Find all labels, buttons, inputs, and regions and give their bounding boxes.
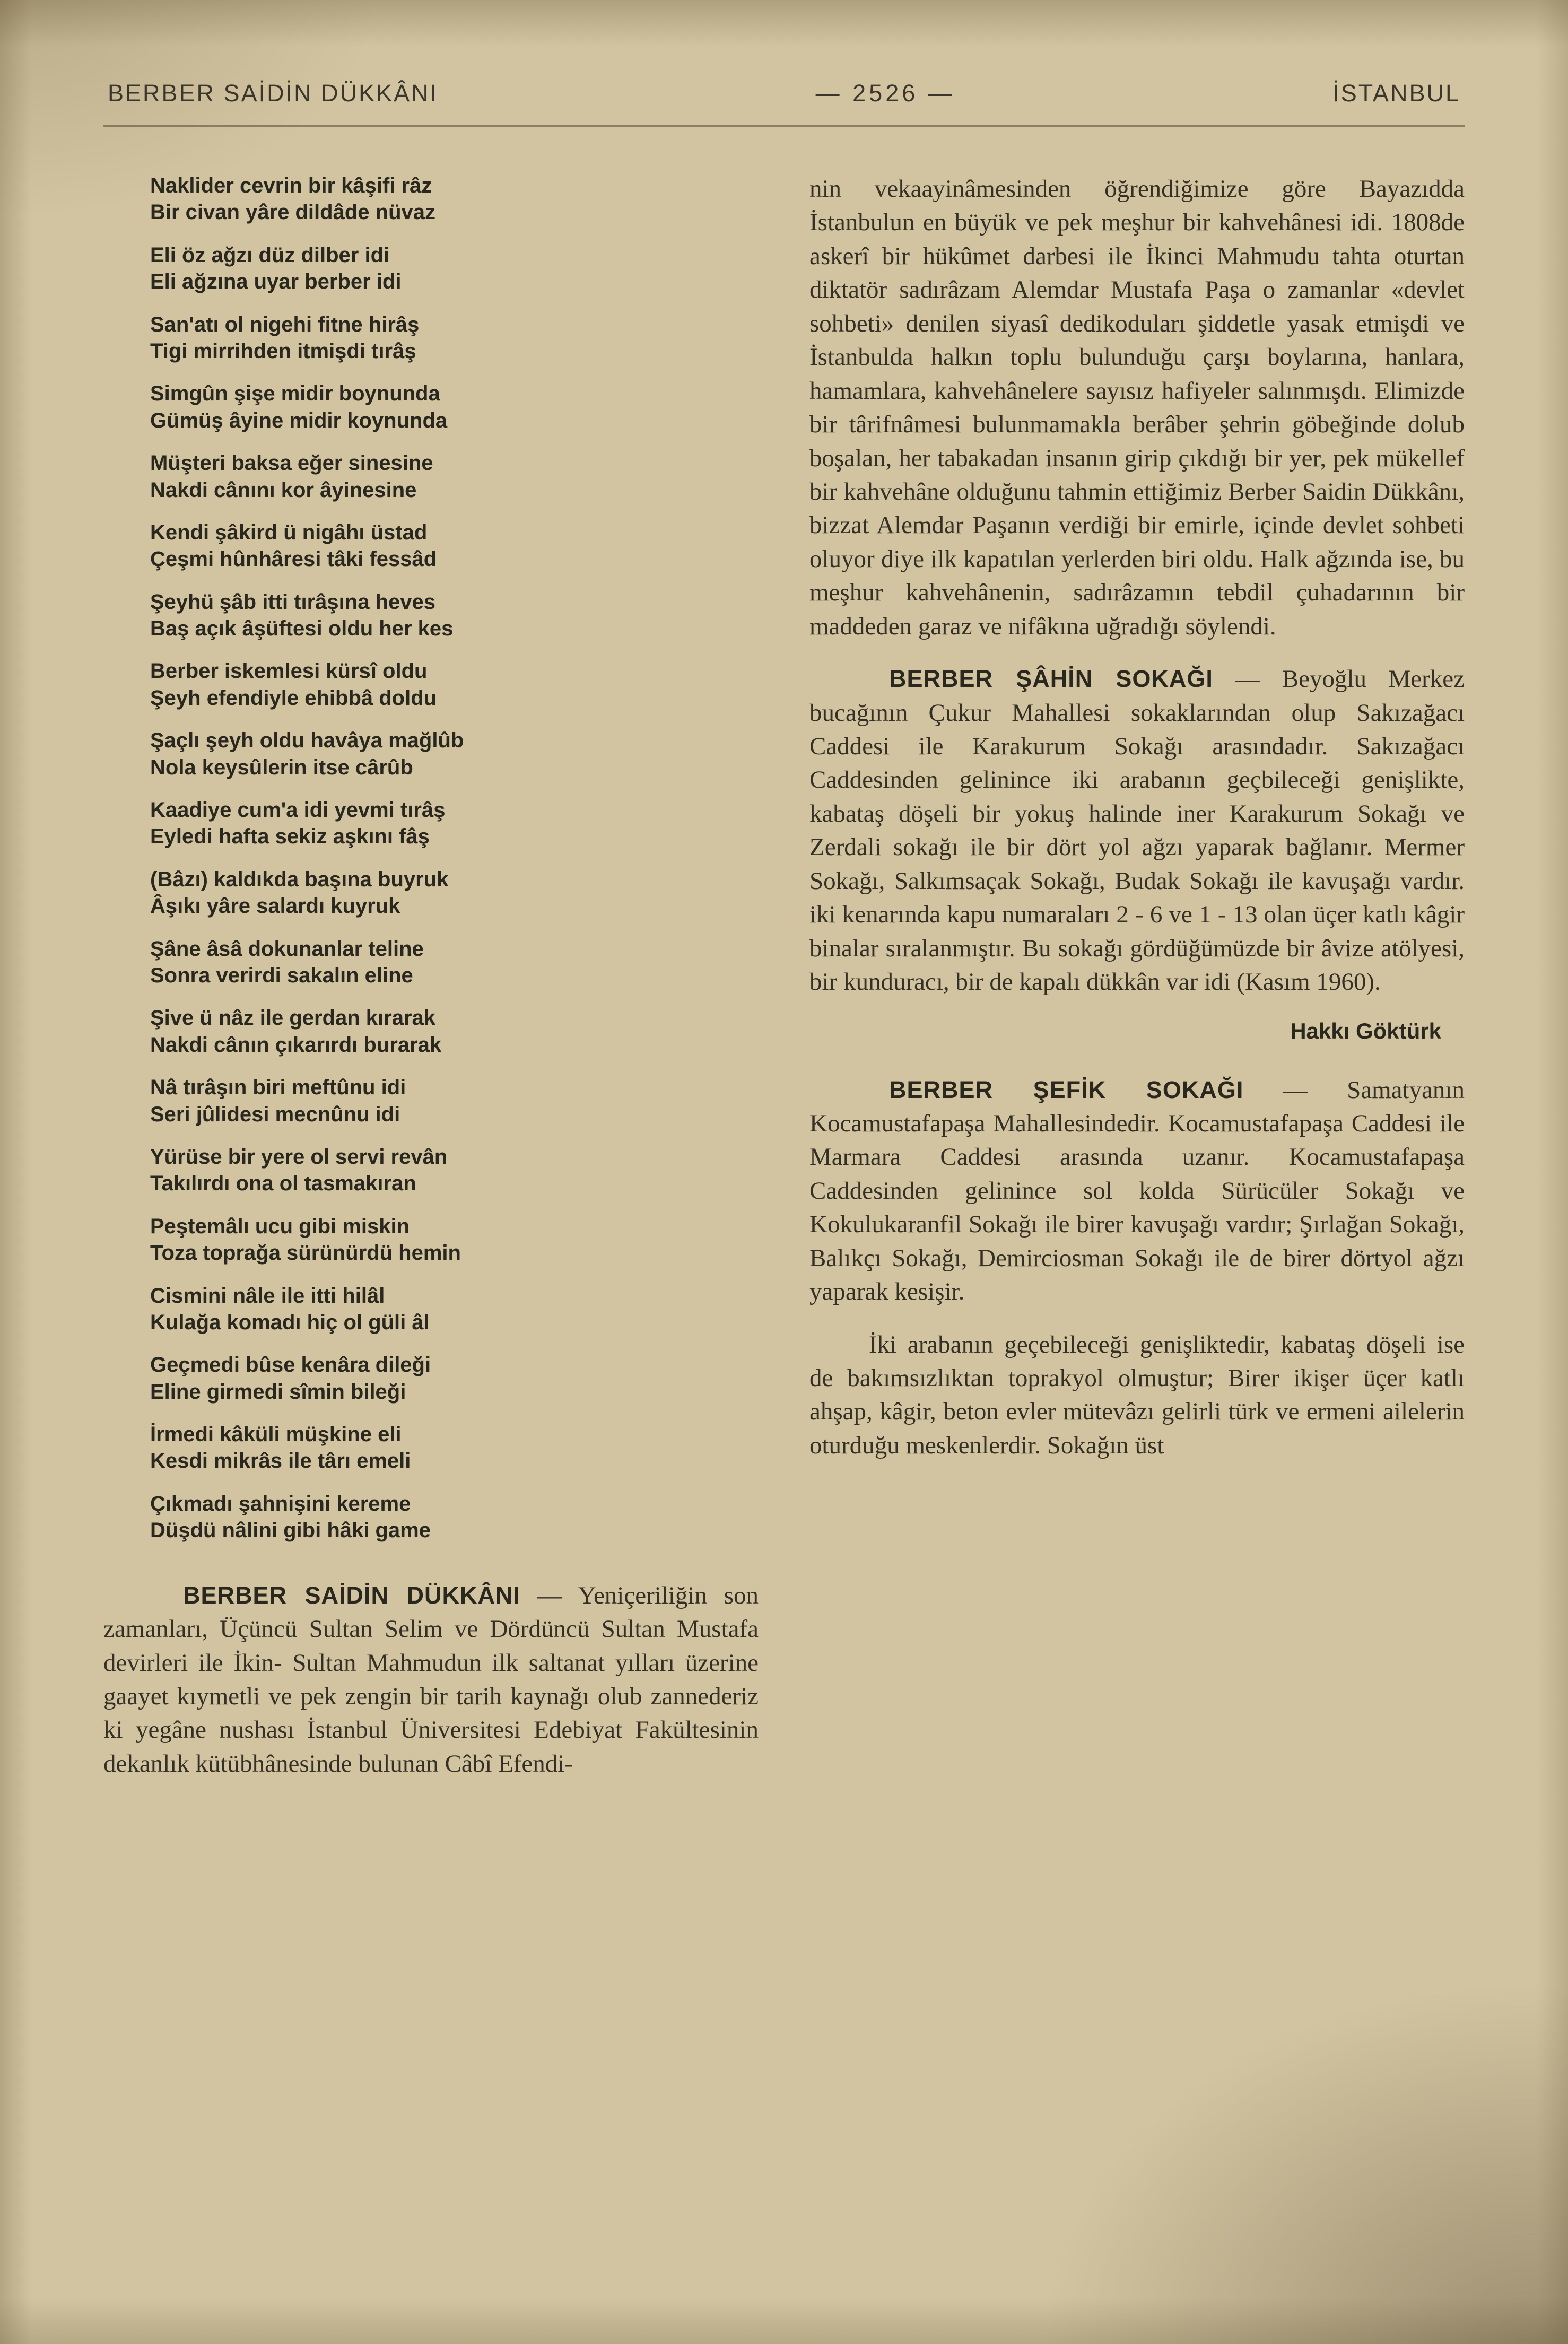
poem-line: Nâ tırâşın biri meftûnu idi (150, 1076, 406, 1100)
poem-line: Şeyhü şâb itti tırâşına heves (150, 590, 435, 614)
poem-line: Geçmedi bûse kenâra dileği (150, 1353, 431, 1377)
entry-title: BERBER ŞÂHİN SOKAĞI (889, 665, 1213, 693)
poem-line: Şive ü nâz ile gerdan kırarak (150, 1006, 436, 1030)
poem-stanza (150, 589, 759, 642)
paragraph-text: Beyoğlu Merkez bucağının Çukur Mahallesi sokaklarından olup Sakızağacı Caddesi ile Karakurum Sokağı arasındadır. Sakızağacı Caddesinden gelinince iki arabanın geçbileceği genişlikte, kabataş döşeli bir yokuş halinde iner Karakurum Sokağı ve Zerdali sokağı ile bir dört yol ağzı yaparak bağlanır. Mermer Sokağı, Salkımsaçak Sokağı, Budak Sokağı ile kavuşağı vardır. iki kenarında kapu numaraları 2 - 6 ve 1 - 13 olan üçer katlı kâgir binalar sıralanmıştır. Bu sokağı gördüğümüzde bir âvize atölyesi, bir kunduracı, bir de kapalı dükkân var idi (Kasım 1960). (809, 665, 1465, 996)
entry-paragraph: BERBER ŞEFİK SOKAĞI — Samatyanın Kocamustafapaşa Mahallesindedir. Kocamustafapaşa Caddesi ile Marmara Caddesi arasında uzanır. Kocamustafapaşa Caddesinden gelinince sol kolda Sürücüler Sokağı ve Kokulukaranfil Sokağı ile birer kavuşağı vardır; Şırlağan Sokağı, Balıkçı Sokağı, Demirciosman Sokağı ile de birer dörtyol ağzı yaparak kesişir. (809, 1076, 1465, 1306)
paragraph (809, 1328, 1465, 1463)
poem (150, 172, 759, 1544)
poem-stanza (150, 797, 759, 850)
poem-stanza (150, 1421, 759, 1475)
poem-stanza (150, 1352, 759, 1405)
header-page-number: — 2526 — (815, 80, 955, 107)
author-byline: Hakkı Göktürk (1290, 1018, 1441, 1043)
right-blocks (809, 172, 1465, 1462)
poem-stanza (150, 172, 759, 226)
poem-stanza (150, 727, 759, 781)
poem-stanza (150, 658, 759, 711)
poem-line: San'atı ol nigehi fitne hirâş (150, 312, 420, 336)
poem-line: Baş açık âşüftesi oldu her kes (150, 617, 454, 641)
header-entry-title: BERBER SAİDİN DÜKKÂNI (108, 80, 439, 107)
poem-line: Eli öz ağzı düz dilber idi (150, 243, 390, 267)
poem-line: Peştemâlı ucu gibi miskin (150, 1214, 410, 1238)
poem-line: Takılırdı ona ol tasmakıran (150, 1172, 416, 1196)
poem-stanza (150, 450, 759, 503)
poem-line: Kulağa komadı hiç ol güli âl (150, 1310, 430, 1334)
poem-line: Âşıkı yâre salardı kuyruk (150, 894, 400, 918)
poem-line: Sonra verirdi sakalın eline (150, 963, 413, 987)
poem-stanza (150, 1283, 759, 1336)
paragraph-text: nin vekaayinâmesinden öğrendiğimize göre Bayazıdda İstanbulun en büyük ve pek meşhur bir kahvehânesi idi. 1808de askerî bir hükûmet darbesi ile İkinci Mahmudu tahta oturtan diktatör sadırâzam Alemdar Mustafa Paşa o zamanlar «devlet sohbeti» denilen siyasî dedikoduları şiddetle yasak etmişdi ve İstanbulda halkın toplu bulunduğu çarşı boylarına, hanlara, hamamlara, kahvehânelere sayısız hafiyeler salınmışdı. Elimizde bir târifnâmesi bulunmamakla berâber şehrin göbeğinde dolub boşalan, her tabakadan insanın girip çıkdığı bir yer, pek mükellef bir kahvehâne olduğunu tahmin ettiğimiz Berber Saidin Dükkânı, bizzat Alemdar Paşanın verdiği bir emirle, içinde devlet sohbeti oluyor diye ilk kapatılan yerlerden biri oldu. Halk ağzında ise, bu meşhur kahvehânenin, sadırâzamın tebdil çuhadarının bir maddeden garaz ve nifâkına uğradığı söylendi. (809, 175, 1465, 640)
entry-paragraph: BERBER SAİDİN DÜKKÂNI — Yeniçeriliğin son zamanları, Üçüncü Sultan Selim ve Dördüncü Sultan Mustafa devirleri ile İkin- Sultan Mahmudun ilk saltanat yılları üzerine gaayet kıymetli ve pek zengin bir tarih kaynağı olub zannederiz ki yegâne nushası İstanbul Üniversitesi Edebiyat Fakültesinin dekanlık kütübhânesinde bulunan Câbî Efendi- (103, 1581, 759, 1777)
entry-paragraph: BERBER ŞÂHİN SOKAĞI — Beyoğlu Merkez bucağının Çukur Mahallesi sokaklarından olup Sakızağacı Caddesi ile Karakurum Sokağı arasındadır. Sakızağacı Caddesinden gelinince iki arabanın geçbileceği genişlikte, kabataş döşeli bir yokuş halinde iner Karakurum Sokağı ve Zerdali sokağı ile bir dört yol ağzı yaparak bağlanır. Mermer Sokağı, Salkımsaçak Sokağı, Budak Sokağı ile kavuşağı vardır. iki kenarında kapu numaraları 2 - 6 ve 1 - 13 olan üçer katlı kâgir binalar sıralanmıştır. Bu sokağı gördüğümüzde bir âvize atölyesi, bir kunduracı, bir de kapalı dükkân var idi (Kasım 1960). (809, 665, 1465, 996)
poem-line: Tigi mirrihden itmişdi tırâş (150, 339, 416, 363)
poem-stanza (150, 1074, 759, 1128)
poem-line: Toza toprağa sürünürdü hemin (150, 1241, 461, 1265)
poem-stanza (150, 866, 759, 920)
poem-line: Çıkmadı şahnişini kereme (150, 1492, 411, 1515)
right-column (809, 172, 1465, 1800)
poem-line: Nakdi cânını kor âyinesine (150, 478, 417, 502)
paragraph (809, 172, 1465, 643)
poem-line: Nakdi cânın çıkarırdı burarak (150, 1033, 442, 1057)
page-body (103, 172, 1465, 1800)
entry-title: BERBER SAİDİN DÜKKÂNI (183, 1581, 520, 1609)
paragraph-text: İki arabanın geçebileceği genişliktedir, kabataş döşeli ise de bakımsızlıktan toprakyol olmuştur; Birer ikişer üçer katlı ahşap, kâgir, beton evler mütevâzı gelirli türk ve ermeni ailelerin oturduğu meskenlerdir. Sokağın üst (809, 1330, 1465, 1459)
poem-line: Seri jûlidesi mecnûnu idi (150, 1102, 400, 1126)
poem-stanza (150, 242, 759, 295)
poem-line: Kendi şâkird ü nigâhı üstad (150, 520, 428, 544)
poem-stanza (150, 519, 759, 573)
poem-line: Şaçlı şeyh oldu havâya mağlûb (150, 729, 464, 753)
poem-line: Şeyh efendiyle ehibbâ doldu (150, 686, 437, 710)
paragraph-text: Samatyanın Kocamustafapaşa Mahallesindedir. Kocamustafapaşa Caddesi ile Marmara Caddesi arasında uzanır. Kocamustafapaşa Caddesinden gelinince sol kolda Sürücüler Sokağı ve Kokulukaranfil Sokağı ile birer kavuşağı vardır; Şırlağan Sokağı, Balıkçı Sokağı, Demirciosman Sokağı ile de birer dörtyol ağzı yaparak kesişir. (809, 1076, 1465, 1306)
poem-stanza (150, 1005, 759, 1058)
poem-stanza (150, 1491, 759, 1544)
poem-line: Şâne âsâ dokunanlar teline (150, 937, 424, 961)
poem-line: Nola keysûlerin itse cârûb (150, 755, 413, 779)
poem-stanza (150, 1213, 759, 1267)
poem-line: Gümüş âyine midir koynunda (150, 408, 448, 432)
poem-line: Eyledi hafta sekiz aşkını fâş (150, 825, 430, 849)
poem-line: (Bâzı) kaldıkda başına buyruk (150, 867, 449, 891)
left-blocks (103, 1579, 759, 1781)
poem-line: Bir civan yâre dildâde nüvaz (150, 201, 435, 224)
entry-title: BERBER ŞEFİK SOKAĞI (889, 1076, 1244, 1103)
header-volume-title: İSTANBUL (1332, 80, 1460, 107)
poem-line: Eline girmedi sîmin bileği (150, 1380, 406, 1404)
left-column (103, 172, 759, 1800)
poem-line: Simgûn şişe midir boynunda (150, 382, 440, 406)
paragraph-text: Yeniçeriliğin son zamanları, Üçüncü Sultan Selim ve Dördüncü Sultan Mustafa devirleri ile İkin- Sultan Mahmudun ilk saltanat yılları üzerine gaayet kıymetli ve pek zengin bir tarih kaynağı olub zannederiz ki yegâne nushası İstanbul Üniversitesi Edebiyat Fakültesinin dekanlık kütübhânesinde bulunan Câbî Efendi- (103, 1581, 759, 1777)
page-header (103, 80, 1465, 127)
poem-stanza (150, 1144, 759, 1197)
poem-line: Berber iskemlesi kürsî oldu (150, 659, 428, 683)
poem-line: Müşteri baksa eğer sinesine (150, 451, 433, 475)
poem-stanza (150, 936, 759, 989)
poem-line: Çeşmi hûnhâresi tâki fessâd (150, 547, 437, 571)
poem-line: Yürüse bir yere ol servi revân (150, 1145, 448, 1169)
poem-line: Eli ağzına uyar berber idi (150, 270, 402, 294)
poem-line: İrmedi kâküli müşkine eli (150, 1423, 402, 1447)
poem-line: Kesdi mikrâs ile târı emeli (150, 1449, 411, 1473)
poem-stanza (150, 311, 759, 365)
poem-line: Naklider cevrin bir kâşifi râz (150, 174, 432, 197)
poem-line: Düşdü nâlini gibi hâki game (150, 1519, 431, 1543)
poem-line: Kaadiye cum'a idi yevmi tırâş (150, 798, 446, 822)
poem-line: Cismini nâle ile itti hilâl (150, 1284, 385, 1308)
poem-stanza (150, 380, 759, 434)
